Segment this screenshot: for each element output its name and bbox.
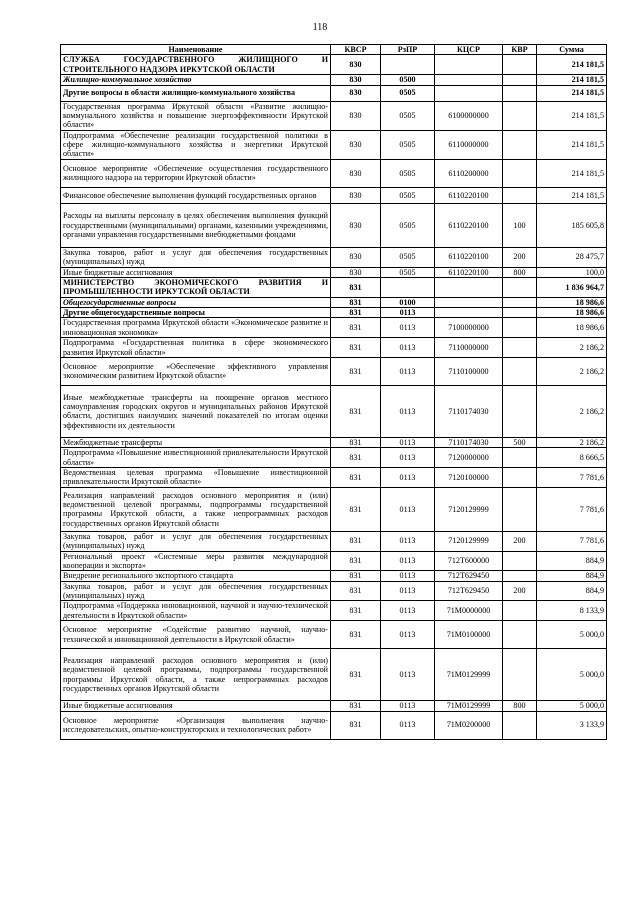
table-row (61, 130, 607, 159)
cell-kcsr (435, 55, 503, 75)
table-row (61, 531, 607, 551)
cell-kvsr: 831 (331, 531, 381, 551)
cell-rzpr: 0113 (381, 338, 435, 358)
cell-kvr (503, 551, 537, 571)
cell-kvr (503, 277, 537, 297)
table-row (61, 75, 607, 85)
cell-rzpr: 0113 (381, 711, 435, 739)
cell-name: Закупка товаров, работ и услуг для обеспечения государственных (муниципальных) нужд (61, 581, 331, 601)
cell-rzpr (381, 277, 435, 297)
table-row (61, 468, 607, 488)
table-row (61, 649, 607, 701)
table-row (61, 487, 607, 531)
column-header-kvsr: КВСР (331, 45, 381, 55)
cell-kcsr: 71M0000000 (435, 601, 503, 621)
cell-kvsr: 831 (331, 448, 381, 468)
cell-sum: 214 181,5 (537, 130, 607, 159)
cell-kcsr: 712T629450 (435, 581, 503, 601)
cell-kvsr: 831 (331, 357, 381, 385)
cell-rzpr: 0505 (381, 101, 435, 130)
column-header-kvr: КВР (503, 45, 537, 55)
table-row (61, 338, 607, 358)
cell-rzpr: 0113 (381, 437, 435, 447)
cell-name: Закупка товаров, работ и услуг для обеспечения государственных (муниципальных) нужд (61, 531, 331, 551)
cell-kvr (503, 711, 537, 739)
cell-kvsr: 830 (331, 247, 381, 267)
cell-kvsr: 831 (331, 385, 381, 437)
cell-kcsr: 7110174030 (435, 437, 503, 447)
cell-name: СЛУЖБА ГОСУДАРСТВЕННОГО ЖИЛИЩНОГО И СТРОИТЕЛЬНОГО НАДЗОРА ИРКУТСКОЙ ОБЛАСТИ (61, 55, 331, 75)
cell-kvr (503, 649, 537, 701)
cell-kvr (503, 621, 537, 649)
cell-name: Жилищно-коммунальное хозяйство (61, 75, 331, 85)
cell-kcsr: 7120000000 (435, 448, 503, 468)
cell-kcsr (435, 308, 503, 318)
cell-kvsr: 830 (331, 130, 381, 159)
cell-kvr (503, 297, 537, 307)
cell-name: Закупка товаров, работ и услуг для обеспечения государственных (муниципальных) нужд (61, 247, 331, 267)
table-row (61, 55, 607, 75)
cell-kvsr: 831 (331, 318, 381, 338)
cell-kcsr: 6100000000 (435, 101, 503, 130)
cell-name: Основное мероприятие «Обеспечение эффективного управления экономическим развитием Иркутской области» (61, 357, 331, 385)
cell-sum: 185 605,8 (537, 203, 607, 247)
cell-rzpr: 0505 (381, 85, 435, 101)
cell-kvsr: 831 (331, 338, 381, 358)
cell-name: Реализация направлений расходов основного мероприятия и (или) ведомственной целевой программы, подпрограммы государственной программы Иркутской области, а также непрограммных расходов государственных органов Иркутской области (61, 649, 331, 701)
cell-kvsr: 830 (331, 159, 381, 187)
cell-name: Общегосударственные вопросы (61, 297, 331, 307)
cell-rzpr: 0505 (381, 203, 435, 247)
table-row (61, 203, 607, 247)
cell-rzpr: 0113 (381, 468, 435, 488)
cell-sum: 100,0 (537, 267, 607, 277)
cell-rzpr: 0113 (381, 308, 435, 318)
cell-sum: 7 781,6 (537, 531, 607, 551)
cell-rzpr: 0113 (381, 621, 435, 649)
column-header-sum: Сумма (537, 45, 607, 55)
cell-sum: 18 986,6 (537, 308, 607, 318)
cell-kvr (503, 571, 537, 581)
cell-kvsr: 830 (331, 85, 381, 101)
cell-sum: 214 181,5 (537, 187, 607, 203)
cell-name: Внедрение регионального экспортного стандарта (61, 571, 331, 581)
table-row (61, 581, 607, 601)
cell-sum: 7 781,6 (537, 468, 607, 488)
cell-sum: 214 181,5 (537, 55, 607, 75)
cell-kvr (503, 487, 537, 531)
cell-kvsr: 830 (331, 203, 381, 247)
cell-name: Региональный проект «Системные меры развития международной кооперации и экспорта» (61, 551, 331, 571)
cell-sum: 1 836 964,7 (537, 277, 607, 297)
cell-name: Основное мероприятие «Обеспечение осуществления государственного жилищного надзора на территории Иркутской области» (61, 159, 331, 187)
cell-kvsr: 830 (331, 267, 381, 277)
cell-sum: 8 133,9 (537, 601, 607, 621)
column-header-rzpr: РзПР (381, 45, 435, 55)
cell-kvsr: 830 (331, 187, 381, 203)
cell-sum: 28 475,7 (537, 247, 607, 267)
cell-kvr: 800 (503, 701, 537, 711)
cell-kvsr: 831 (331, 571, 381, 581)
cell-kvsr: 831 (331, 297, 381, 307)
cell-kcsr: 6110220100 (435, 247, 503, 267)
cell-kvsr: 831 (331, 437, 381, 447)
cell-kcsr: 712T600000 (435, 551, 503, 571)
cell-sum: 18 986,6 (537, 297, 607, 307)
cell-kvr (503, 357, 537, 385)
table-row (61, 448, 607, 468)
cell-kvr (503, 338, 537, 358)
cell-name: Подпрограмма «Обеспечение реализации государственной политики в сфере жилищно-коммунального хозяйства и энергетики Иркутской области» (61, 130, 331, 159)
cell-sum: 2 186,2 (537, 437, 607, 447)
cell-name: Ведомственная целевая программа «Повышение инвестиционной привлекательности Иркутской области» (61, 468, 331, 488)
cell-rzpr (381, 55, 435, 75)
cell-kcsr: 71M0100000 (435, 621, 503, 649)
cell-sum: 7 781,6 (537, 487, 607, 531)
cell-name: Государственная программа Иркутской области «Развитие жилищно-коммунального хозяйства и повышение энергоэффективности Иркутской области» (61, 101, 331, 130)
cell-kvr: 200 (503, 581, 537, 601)
cell-kcsr (435, 277, 503, 297)
cell-rzpr: 0505 (381, 247, 435, 267)
cell-kcsr: 6110220100 (435, 203, 503, 247)
cell-sum: 3 133,9 (537, 711, 607, 739)
cell-kcsr: 7110100000 (435, 357, 503, 385)
cell-sum: 214 181,5 (537, 85, 607, 101)
cell-name: Подпрограмма «Повышение инвестиционной привлекательности Иркутской области» (61, 448, 331, 468)
cell-kvr (503, 130, 537, 159)
cell-kcsr (435, 75, 503, 85)
cell-sum: 884,9 (537, 581, 607, 601)
cell-rzpr: 0113 (381, 385, 435, 437)
cell-kvsr: 831 (331, 277, 381, 297)
cell-sum: 214 181,5 (537, 75, 607, 85)
cell-name: Межбюджетные трансферты (61, 437, 331, 447)
cell-kvsr: 831 (331, 701, 381, 711)
cell-kvr (503, 468, 537, 488)
cell-name: Подпрограмма «Государственная политика в сфере экономического развития Иркутской области» (61, 338, 331, 358)
page-number: 118 (312, 22, 328, 33)
cell-kvsr: 831 (331, 621, 381, 649)
cell-kvr: 800 (503, 267, 537, 277)
cell-kcsr: 6110000000 (435, 130, 503, 159)
table-row (61, 551, 607, 571)
table-row (61, 85, 607, 101)
table-row (61, 159, 607, 187)
cell-kvr (503, 101, 537, 130)
cell-sum: 5 000,0 (537, 649, 607, 701)
table-row (61, 711, 607, 739)
cell-kcsr (435, 297, 503, 307)
cell-kvr (503, 448, 537, 468)
table-row (61, 621, 607, 649)
cell-kcsr: 6110220100 (435, 187, 503, 203)
cell-rzpr: 0113 (381, 448, 435, 468)
cell-rzpr: 0113 (381, 571, 435, 581)
cell-kcsr: 712T629450 (435, 571, 503, 581)
cell-kcsr: 71M0129999 (435, 701, 503, 711)
table-row (61, 701, 607, 711)
table-row (61, 571, 607, 581)
cell-rzpr: 0113 (381, 551, 435, 571)
cell-sum: 5 000,0 (537, 701, 607, 711)
cell-kvr (503, 385, 537, 437)
table-row (61, 101, 607, 130)
cell-kvsr: 831 (331, 601, 381, 621)
cell-name: Иные бюджетные ассигнования (61, 701, 331, 711)
cell-rzpr: 0100 (381, 297, 435, 307)
cell-rzpr: 0113 (381, 701, 435, 711)
cell-sum: 5 000,0 (537, 621, 607, 649)
table-row (61, 187, 607, 203)
cell-name: Реализация направлений расходов основного мероприятия и (или) ведомственной целевой программы, подпрограммы государственной программы Иркутской области, а также непрограммных расходов государственных органов Иркутской области (61, 487, 331, 531)
cell-rzpr: 0505 (381, 267, 435, 277)
cell-kvr (503, 187, 537, 203)
table-row (61, 267, 607, 277)
cell-rzpr: 0113 (381, 601, 435, 621)
cell-kvr (503, 601, 537, 621)
cell-kvsr: 830 (331, 75, 381, 85)
cell-kvr: 500 (503, 437, 537, 447)
cell-name: Основное мероприятие «Содействие развитию научной, научно-технической и инновационной деятельности в Иркутской области» (61, 621, 331, 649)
cell-kcsr: 7110000000 (435, 338, 503, 358)
cell-name: Иные межбюджетные трансферты на поощрение органов местного самоуправления городских округов и муниципальных районов Иркутской области, достигших наилучших значений показателей по итогам оценки эффективности их деятельности (61, 385, 331, 437)
cell-kvr (503, 159, 537, 187)
table-row (61, 601, 607, 621)
table-header-row (61, 45, 607, 55)
cell-kcsr: 7120129999 (435, 531, 503, 551)
cell-kcsr (435, 85, 503, 101)
cell-kvr (503, 85, 537, 101)
cell-sum: 8 666,5 (537, 448, 607, 468)
cell-kvsr: 831 (331, 468, 381, 488)
cell-kvr: 200 (503, 247, 537, 267)
cell-name: Другие вопросы в области жилищно-коммунального хозяйства (61, 85, 331, 101)
cell-kvsr: 831 (331, 711, 381, 739)
table-row (61, 357, 607, 385)
cell-name: Расходы на выплаты персоналу в целях обеспечения выполнения функций государственными (муниципальными) органами, казенными учреждениями, органами управления государственными внебюджетными фондами (61, 203, 331, 247)
cell-kvsr: 831 (331, 649, 381, 701)
cell-kcsr: 7110174030 (435, 385, 503, 437)
column-header-name: Наименование (61, 45, 331, 55)
cell-sum: 2 186,2 (537, 385, 607, 437)
table-row (61, 385, 607, 437)
cell-kvsr: 831 (331, 308, 381, 318)
cell-kcsr: 7120100000 (435, 468, 503, 488)
table-row (61, 297, 607, 307)
cell-name: Другие общегосударственные вопросы (61, 308, 331, 318)
cell-rzpr: 0113 (381, 318, 435, 338)
cell-kvr (503, 308, 537, 318)
cell-kvr (503, 318, 537, 338)
cell-name: Иные бюджетные ассигнования (61, 267, 331, 277)
cell-rzpr: 0113 (381, 649, 435, 701)
cell-sum: 884,9 (537, 551, 607, 571)
table-row (61, 277, 607, 297)
cell-kvsr: 831 (331, 487, 381, 531)
cell-rzpr: 0500 (381, 75, 435, 85)
cell-kvr (503, 55, 537, 75)
cell-kcsr: 71M0129999 (435, 649, 503, 701)
cell-name: Государственная программа Иркутской области «Экономическое развитие и инновационная экономика» (61, 318, 331, 338)
cell-kcsr: 7100000000 (435, 318, 503, 338)
table-row (61, 318, 607, 338)
cell-sum: 18 986,6 (537, 318, 607, 338)
cell-kvsr: 830 (331, 55, 381, 75)
cell-rzpr: 0113 (381, 357, 435, 385)
cell-kvsr: 831 (331, 551, 381, 571)
cell-name: Основное мероприятие «Организация выполнения научно-исследовательских, опытно-конструкторских и технологических работ» (61, 711, 331, 739)
cell-rzpr: 0505 (381, 130, 435, 159)
cell-rzpr: 0113 (381, 487, 435, 531)
cell-sum: 884,9 (537, 571, 607, 581)
cell-kvsr: 831 (331, 581, 381, 601)
table-row (61, 308, 607, 318)
cell-rzpr: 0113 (381, 531, 435, 551)
cell-kcsr: 6110220100 (435, 267, 503, 277)
cell-kvr: 200 (503, 531, 537, 551)
cell-sum: 2 186,2 (537, 357, 607, 385)
cell-kcsr: 7120129999 (435, 487, 503, 531)
cell-name: Подпрограмма «Поддержка инновационной, научной и научно-технической деятельности в Иркутской области» (61, 601, 331, 621)
cell-name: МИНИСТЕРСТВО ЭКОНОМИЧЕСКОГО РАЗВИТИЯ И ПРОМЫШЛЕННОСТИ ИРКУТСКОЙ ОБЛАСТИ (61, 277, 331, 297)
cell-kvr: 100 (503, 203, 537, 247)
cell-rzpr: 0505 (381, 187, 435, 203)
cell-rzpr: 0113 (381, 581, 435, 601)
cell-rzpr: 0505 (381, 159, 435, 187)
table-row (61, 437, 607, 447)
column-header-kcsr: КЦСР (435, 45, 503, 55)
cell-sum: 214 181,5 (537, 101, 607, 130)
cell-sum: 2 186,2 (537, 338, 607, 358)
cell-kvr (503, 75, 537, 85)
cell-kcsr: 71M0200000 (435, 711, 503, 739)
cell-sum: 214 181,5 (537, 159, 607, 187)
cell-name: Финансовое обеспечение выполнения функций государственных органов (61, 187, 331, 203)
table-row (61, 247, 607, 267)
budget-table (60, 44, 607, 740)
cell-kcsr: 6110200000 (435, 159, 503, 187)
cell-kvsr: 830 (331, 101, 381, 130)
